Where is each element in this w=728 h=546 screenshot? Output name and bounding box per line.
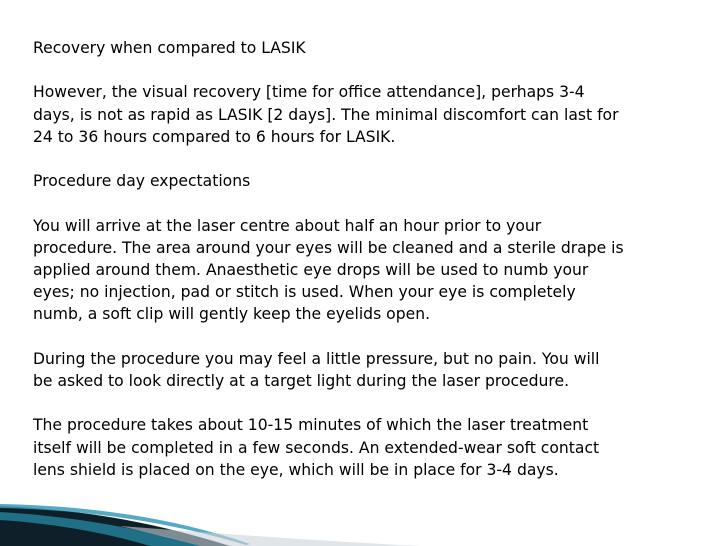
paragraph-arrival: You will arrive at the laser centre about half an hour prior to your procedure. The area around your eyes will be cleaned and a sterile drape is applied around them. Anaesthetic eye drops will be used to numb your eyes; no injection, pad or stitch is used. When your eye is completely numb, a soft clip will gently keep the eyelids open.: [33, 216, 624, 324]
decorative-swoosh: [0, 466, 728, 546]
paragraph-recovery: However, the visual recovery [time for office attendance], perhaps 3-4 days, is not as rapid as LASIK [2 days]. The minimal discomfort can last for 24 to 36 hours compared to 6 hours for LASIK.: [33, 83, 619, 146]
paragraph-during-procedure: During the procedure you may feel a little pressure, but no pain. You will be asked to look directly at a target light during the laser procedure.: [33, 349, 600, 390]
heading-procedure-day: Procedure day expectations: [33, 172, 251, 191]
slide-body: [33, 37, 725, 503]
heading-recovery: Recovery when compared to LASIK: [33, 39, 306, 57]
paragraph-duration: The procedure takes about 10-15 minutes of which the laser treatment itself will be completed in a few seconds. An extended-wear soft contact lens shield is placed on the eye, which will be in place for 3-4 days.: [33, 416, 600, 479]
